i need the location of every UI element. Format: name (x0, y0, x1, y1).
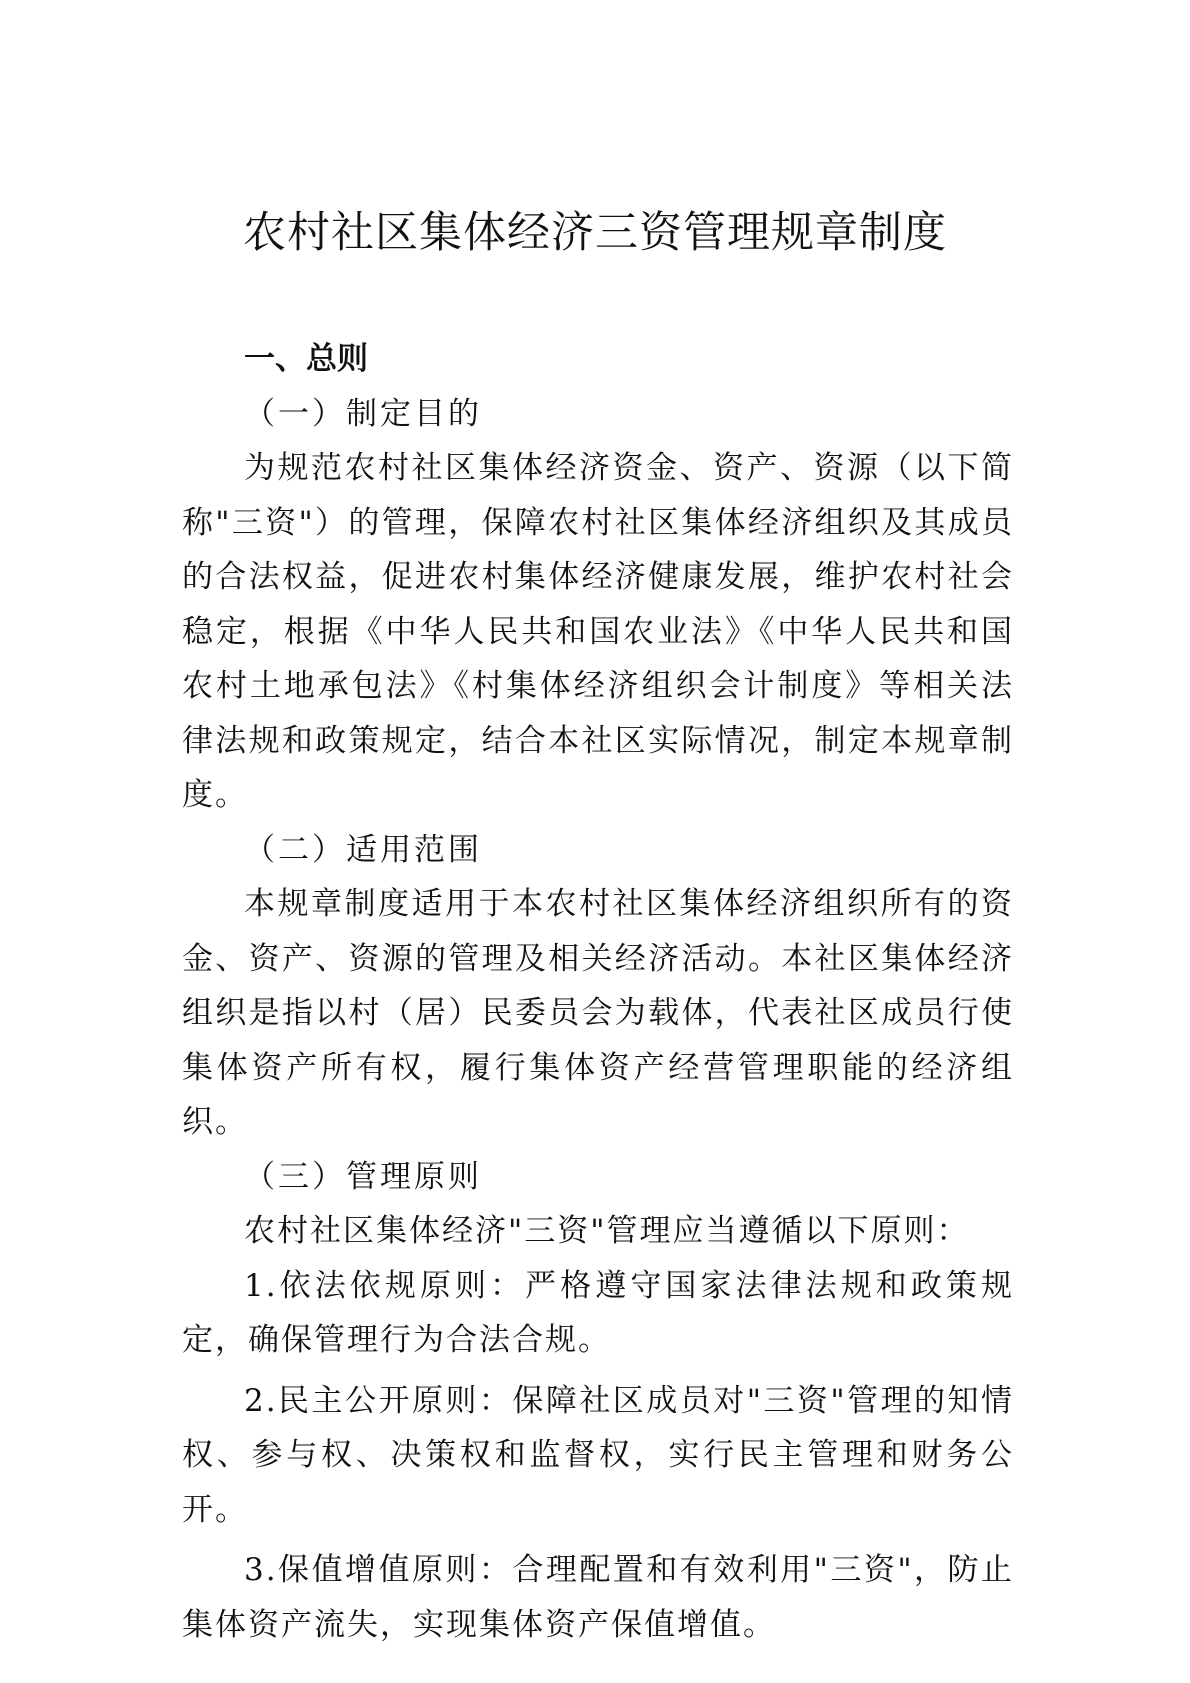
principle-item: 3.保值增值原则：合理配置和有效利用"三资"，防止集体资产流失，实现集体资产保值增值。 (182, 1552, 1014, 1643)
paragraph-scope: 本规章制度适用于本农村社区集体经济组织所有的资金、资产、资源的管理及相关经济活动。本社区集体经济组织是指以村（居）民委员会为载体，代表社区成员行使集体资产所有权，履行集体资产经营管理职能的经济组织。 (182, 886, 1014, 1140)
subsection-heading-principles: （三）管理原则 (244, 1158, 482, 1195)
document-title: 农村社区集体经济三资管理规章制度 (243, 208, 947, 258)
principle-item: 2.民主公开原则：保障社区成员对"三资"管理的知情权、参与权、决策权和监督权，实行民主管理和财务公开。 (182, 1382, 1014, 1528)
paragraph-purpose: 为规范农村社区集体经济资金、资产、资源（以下简称"三资"）的管理，保障农村社区集体经济组织及其成员的合法权益，促进农村集体经济健康发展，维护农村社会稳定，根据《中华人民共和国农业法》《中华人民共和国农村土地承包法》《村集体经济组织会计制度》等相关法律法规和政策规定，结合本社区实际情况，制定本规章制度。 (182, 450, 1014, 813)
principle-item: 1.依法依规原则：严格遵守国家法律法规和政策规定，确保管理行为合法合规。 (182, 1267, 1014, 1358)
document-body (182, 332, 1014, 1652)
subsection-heading-purpose: （一）制定目的 (244, 395, 482, 432)
paragraph-principles-intro: 农村社区集体经济"三资"管理应当遵循以下原则： (244, 1213, 970, 1249)
section-heading-general: 一、总则 (244, 341, 368, 377)
subsection-heading-scope: （二）适用范围 (244, 831, 482, 868)
